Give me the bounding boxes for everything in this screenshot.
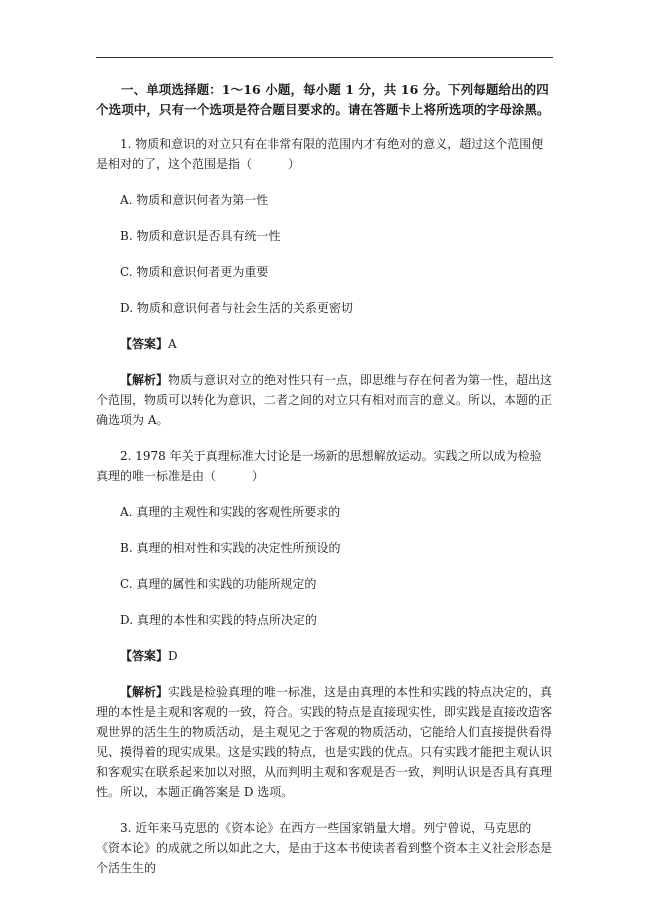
analysis-tag: 【解析】: [120, 373, 169, 387]
question-2: [96, 446, 553, 802]
option-a: A. 真理的主观性和实践的客观性所要求的: [120, 505, 341, 519]
header-rule: [96, 57, 553, 58]
analysis-tag: 【解析】: [120, 685, 169, 699]
answer-line: [96, 334, 553, 354]
option-d: D. 物质和意识何者与社会生活的关系更密切: [120, 301, 353, 315]
question-stem: 3. 近年来马克思的《资本论》在西方一些国家销量大增。列宁曾说，马克思的《资本论》的成就之所以如此之大，是由于这本书使读者看到整个资本主义社会形态是个活生生的: [96, 821, 553, 875]
section-heading: 一、单项选择题：1～16 小题，每小题 1 分，共 16 分。下列每题给出的四个选项中，只有一个选项是符合题目要求的。请在答题卡上将所选项的字母涂黑。: [96, 82, 550, 117]
option-a: A. 物质和意识何者为第一性: [120, 193, 269, 207]
question-1: [96, 134, 553, 430]
option-b: B. 物质和意识是否具有统一性: [120, 229, 281, 243]
option-b: B. 真理的相对性和实践的决定性所预设的: [120, 541, 341, 555]
exam-content: [96, 80, 553, 894]
analysis-paragraph: [96, 682, 553, 802]
answer-value: A: [168, 337, 177, 351]
analysis-text: 实践是检验真理的唯一标准，这是由真理的本性和实践的特点决定的，真理的本性是主观和客观的一致，符合。实践的特点是直接现实性，即实践是直接改造客观世界的活生生的物质活动，是主观见之于客观的物质活动，它能给人们直接提供看得见、摸得着的现实成果。这是实践的特点，也是实践的优点。只有实践才能把主观认识和客观实在联系起来加以对照，从而判明主观和客观是否一致，判明认识是否具有真理性。所以，本题正确答案是 D 选项。: [96, 685, 553, 799]
analysis-text: 物质与意识对立的绝对性只有一点，即思维与存在何者为第一性，超出这个范围，物质可以转化为意识，二者之间的对立只有相对而言的意义。所以，本题的正确选项为 A。: [96, 373, 553, 427]
question-stem: [96, 134, 553, 174]
option-d: D. 真理的本性和实践的特点所决定的: [120, 613, 317, 627]
option-c: C. 物质和意识何者更为重要: [120, 265, 269, 279]
question-stem-text: 2. 1978 年关于真理标准大讨论是一场新的思想解放运动。实践之所以成为检验真理的唯一标准是由（: [96, 449, 542, 483]
option-c: C. 真理的属性和实践的功能所规定的: [120, 577, 317, 591]
question-stem-close: ）: [288, 157, 301, 171]
question-3: [96, 818, 553, 878]
answer-tag: 【答案】: [120, 649, 169, 663]
answer-tag: 【答案】: [120, 337, 169, 351]
question-stem: [96, 446, 553, 486]
question-stem-text: 1. 物质和意识的对立只有在非常有限的范围内才有绝对的意义，超过这个范围便是相对的了，这个范围是指（: [96, 137, 544, 171]
answer-line: [96, 646, 553, 666]
analysis-paragraph: [96, 370, 553, 430]
question-stem-close: ）: [252, 469, 265, 483]
answer-value: D: [168, 649, 178, 663]
